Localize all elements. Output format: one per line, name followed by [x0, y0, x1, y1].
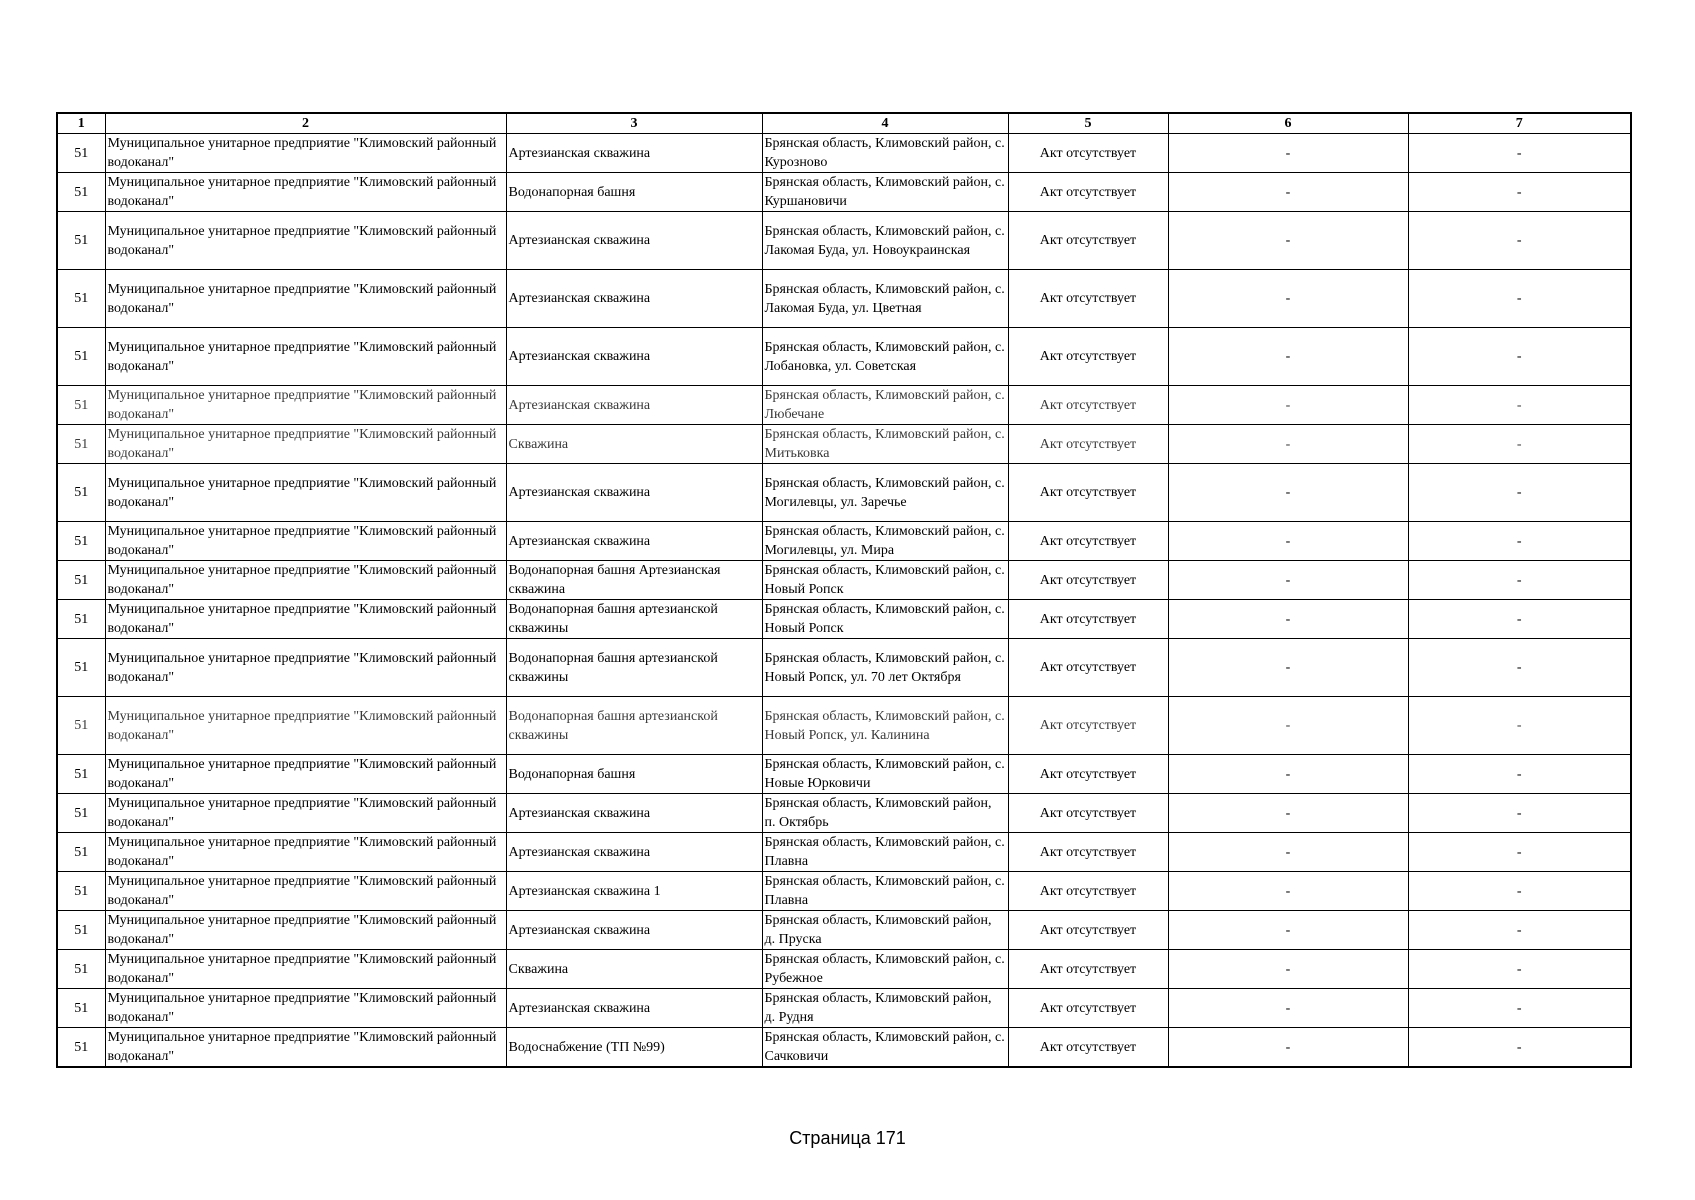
row-number: 51: [57, 697, 105, 755]
column-6-cell: -: [1168, 212, 1408, 270]
organization-cell: Муниципальное унитарное предприятие "Климовский районный водоканал": [105, 950, 506, 989]
column-6-cell: -: [1168, 833, 1408, 872]
table-row: [57, 464, 1631, 522]
column-6-cell: -: [1168, 425, 1408, 464]
row-number: 51: [57, 950, 105, 989]
address-cell: Брянская область, Климовский район, с. Плавна: [762, 833, 1008, 872]
row-number: 51: [57, 1028, 105, 1068]
object-cell: Артезианская скважина: [506, 134, 762, 173]
organization-cell: Муниципальное унитарное предприятие "Климовский районный водоканал": [105, 697, 506, 755]
address-cell: Брянская область, Климовский район, с. Митьковка: [762, 425, 1008, 464]
row-number: 51: [57, 134, 105, 173]
object-cell: Водоснабжение (ТП №99): [506, 1028, 762, 1068]
act-cell: Акт отсутствует: [1008, 639, 1168, 697]
act-cell: Акт отсутствует: [1008, 386, 1168, 425]
act-cell: Акт отсутствует: [1008, 522, 1168, 561]
table-row: [57, 386, 1631, 425]
table-row: [57, 425, 1631, 464]
act-cell: Акт отсутствует: [1008, 872, 1168, 911]
address-cell: Брянская область, Климовский район, д. Рудня: [762, 989, 1008, 1028]
object-cell: Водонапорная башня артезианской скважины: [506, 697, 762, 755]
column-7-cell: -: [1408, 212, 1631, 270]
column-6-cell: -: [1168, 697, 1408, 755]
act-cell: Акт отсутствует: [1008, 833, 1168, 872]
column-6-cell: -: [1168, 794, 1408, 833]
column-6-cell: -: [1168, 134, 1408, 173]
row-number: 51: [57, 794, 105, 833]
column-header: 5: [1008, 113, 1168, 134]
column-7-cell: -: [1408, 464, 1631, 522]
organization-cell: Муниципальное унитарное предприятие "Климовский районный водоканал": [105, 270, 506, 328]
column-header: 7: [1408, 113, 1631, 134]
column-6-cell: -: [1168, 561, 1408, 600]
object-cell: Скважина: [506, 950, 762, 989]
row-number: 51: [57, 522, 105, 561]
table-row: [57, 833, 1631, 872]
object-cell: Артезианская скважина: [506, 794, 762, 833]
organization-cell: Муниципальное унитарное предприятие "Климовский районный водоканал": [105, 134, 506, 173]
column-7-cell: -: [1408, 328, 1631, 386]
column-header: 4: [762, 113, 1008, 134]
organization-cell: Муниципальное унитарное предприятие "Климовский районный водоканал": [105, 755, 506, 794]
organization-cell: Муниципальное унитарное предприятие "Климовский районный водоканал": [105, 989, 506, 1028]
row-number: 51: [57, 755, 105, 794]
organization-cell: Муниципальное унитарное предприятие "Климовский районный водоканал": [105, 833, 506, 872]
address-cell: Брянская область, Климовский район, с. Лобановка, ул. Советская: [762, 328, 1008, 386]
column-header: 6: [1168, 113, 1408, 134]
table-row: [57, 134, 1631, 173]
registry-table: [56, 112, 1632, 1068]
organization-cell: Муниципальное унитарное предприятие "Климовский районный водоканал": [105, 386, 506, 425]
address-cell: Брянская область, Климовский район, с. Могилевцы, ул. Мира: [762, 522, 1008, 561]
object-cell: Артезианская скважина: [506, 328, 762, 386]
column-6-cell: -: [1168, 872, 1408, 911]
column-7-cell: -: [1408, 872, 1631, 911]
column-6-cell: -: [1168, 639, 1408, 697]
column-6-cell: -: [1168, 755, 1408, 794]
column-6-cell: -: [1168, 600, 1408, 639]
column-7-cell: -: [1408, 600, 1631, 639]
organization-cell: Муниципальное унитарное предприятие "Климовский районный водоканал": [105, 561, 506, 600]
address-cell: Брянская область, Климовский район, с. Новый Ропск, ул. Калинина: [762, 697, 1008, 755]
header-row: [57, 113, 1631, 134]
column-header: 3: [506, 113, 762, 134]
column-7-cell: -: [1408, 425, 1631, 464]
table-row: [57, 328, 1631, 386]
row-number: 51: [57, 386, 105, 425]
object-cell: Водонапорная башня Артезианская скважина: [506, 561, 762, 600]
act-cell: Акт отсутствует: [1008, 561, 1168, 600]
column-6-cell: -: [1168, 328, 1408, 386]
column-6-cell: -: [1168, 989, 1408, 1028]
organization-cell: Муниципальное унитарное предприятие "Климовский районный водоканал": [105, 639, 506, 697]
column-7-cell: -: [1408, 173, 1631, 212]
column-7-cell: -: [1408, 270, 1631, 328]
act-cell: Акт отсутствует: [1008, 425, 1168, 464]
column-6-cell: -: [1168, 386, 1408, 425]
act-cell: Акт отсутствует: [1008, 600, 1168, 639]
object-cell: Артезианская скважина: [506, 464, 762, 522]
act-cell: Акт отсутствует: [1008, 989, 1168, 1028]
row-number: 51: [57, 425, 105, 464]
address-cell: Брянская область, Климовский район, с. Лакомая Буда, ул. Цветная: [762, 270, 1008, 328]
organization-cell: Муниципальное унитарное предприятие "Климовский районный водоканал": [105, 425, 506, 464]
column-7-cell: -: [1408, 134, 1631, 173]
act-cell: Акт отсутствует: [1008, 755, 1168, 794]
column-7-cell: -: [1408, 561, 1631, 600]
object-cell: Артезианская скважина 1: [506, 872, 762, 911]
address-cell: Брянская область, Климовский район, с. Курозново: [762, 134, 1008, 173]
row-number: 51: [57, 872, 105, 911]
table-row: [57, 639, 1631, 697]
row-number: 51: [57, 270, 105, 328]
column-7-cell: -: [1408, 950, 1631, 989]
object-cell: Артезианская скважина: [506, 270, 762, 328]
row-number: 51: [57, 911, 105, 950]
column-6-cell: -: [1168, 464, 1408, 522]
table-row: [57, 989, 1631, 1028]
column-6-cell: -: [1168, 270, 1408, 328]
address-cell: Брянская область, Климовский район, с. Лакомая Буда, ул. Новоукраинская: [762, 212, 1008, 270]
table-row: [57, 872, 1631, 911]
organization-cell: Муниципальное унитарное предприятие "Климовский районный водоканал": [105, 522, 506, 561]
column-7-cell: -: [1408, 755, 1631, 794]
object-cell: Скважина: [506, 425, 762, 464]
act-cell: Акт отсутствует: [1008, 328, 1168, 386]
table-row: [57, 270, 1631, 328]
act-cell: Акт отсутствует: [1008, 173, 1168, 212]
column-7-cell: -: [1408, 794, 1631, 833]
act-cell: Акт отсутствует: [1008, 697, 1168, 755]
column-6-cell: -: [1168, 911, 1408, 950]
table-row: [57, 522, 1631, 561]
organization-cell: Муниципальное унитарное предприятие "Климовский районный водоканал": [105, 328, 506, 386]
row-number: 51: [57, 989, 105, 1028]
act-cell: Акт отсутствует: [1008, 911, 1168, 950]
column-6-cell: -: [1168, 173, 1408, 212]
table-row: [57, 697, 1631, 755]
address-cell: Брянская область, Климовский район, с. Могилевцы, ул. Заречье: [762, 464, 1008, 522]
organization-cell: Муниципальное унитарное предприятие "Климовский районный водоканал": [105, 600, 506, 639]
organization-cell: Муниципальное унитарное предприятие "Климовский районный водоканал": [105, 911, 506, 950]
row-number: 51: [57, 173, 105, 212]
act-cell: Акт отсутствует: [1008, 212, 1168, 270]
act-cell: Акт отсутствует: [1008, 794, 1168, 833]
column-7-cell: -: [1408, 1028, 1631, 1068]
column-6-cell: -: [1168, 1028, 1408, 1068]
column-6-cell: -: [1168, 522, 1408, 561]
column-7-cell: -: [1408, 386, 1631, 425]
act-cell: Акт отсутствует: [1008, 134, 1168, 173]
object-cell: Артезианская скважина: [506, 212, 762, 270]
table-row: [57, 911, 1631, 950]
column-6-cell: -: [1168, 950, 1408, 989]
column-header: 1: [57, 113, 105, 134]
organization-cell: Муниципальное унитарное предприятие "Климовский районный водоканал": [105, 173, 506, 212]
column-header: 2: [105, 113, 506, 134]
address-cell: Брянская область, Климовский район, с. Новый Ропск: [762, 600, 1008, 639]
organization-cell: Муниципальное унитарное предприятие "Климовский районный водоканал": [105, 872, 506, 911]
table-row: [57, 212, 1631, 270]
address-cell: Брянская область, Климовский район, с. Куршановичи: [762, 173, 1008, 212]
table-row: [57, 173, 1631, 212]
object-cell: Артезианская скважина: [506, 833, 762, 872]
object-cell: Артезианская скважина: [506, 522, 762, 561]
object-cell: Артезианская скважина: [506, 911, 762, 950]
address-cell: Брянская область, Климовский район, с. Любечане: [762, 386, 1008, 425]
column-7-cell: -: [1408, 833, 1631, 872]
act-cell: Акт отсутствует: [1008, 950, 1168, 989]
table-row: [57, 755, 1631, 794]
address-cell: Брянская область, Климовский район, д. Пруска: [762, 911, 1008, 950]
row-number: 51: [57, 600, 105, 639]
object-cell: Артезианская скважина: [506, 989, 762, 1028]
table-row: [57, 794, 1631, 833]
row-number: 51: [57, 328, 105, 386]
row-number: 51: [57, 639, 105, 697]
column-7-cell: -: [1408, 989, 1631, 1028]
object-cell: Водонапорная башня артезианской скважины: [506, 639, 762, 697]
address-cell: Брянская область, Климовский район, с. Новые Юрковичи: [762, 755, 1008, 794]
organization-cell: Муниципальное унитарное предприятие "Климовский районный водоканал": [105, 212, 506, 270]
act-cell: Акт отсутствует: [1008, 270, 1168, 328]
page-number: Страница 171: [789, 1128, 906, 1148]
act-cell: Акт отсутствует: [1008, 1028, 1168, 1068]
address-cell: Брянская область, Климовский район, с. Рубежное: [762, 950, 1008, 989]
address-cell: Брянская область, Климовский район, с. Сачковичи: [762, 1028, 1008, 1068]
act-cell: Акт отсутствует: [1008, 464, 1168, 522]
organization-cell: Муниципальное унитарное предприятие "Климовский районный водоканал": [105, 464, 506, 522]
column-7-cell: -: [1408, 697, 1631, 755]
row-number: 51: [57, 464, 105, 522]
organization-cell: Муниципальное унитарное предприятие "Климовский районный водоканал": [105, 1028, 506, 1068]
table-row: [57, 1028, 1631, 1068]
table-row: [57, 600, 1631, 639]
organization-cell: Муниципальное унитарное предприятие "Климовский районный водоканал": [105, 794, 506, 833]
column-7-cell: -: [1408, 522, 1631, 561]
row-number: 51: [57, 561, 105, 600]
object-cell: Водонапорная башня: [506, 755, 762, 794]
column-7-cell: -: [1408, 911, 1631, 950]
row-number: 51: [57, 212, 105, 270]
object-cell: Артезианская скважина: [506, 386, 762, 425]
address-cell: Брянская область, Климовский район, с. Новый Ропск, ул. 70 лет Октября: [762, 639, 1008, 697]
address-cell: Брянская область, Климовский район, п. Октябрь: [762, 794, 1008, 833]
address-cell: Брянская область, Климовский район, с. Новый Ропск: [762, 561, 1008, 600]
registry-sheet: [56, 112, 1630, 1068]
object-cell: Водонапорная башня: [506, 173, 762, 212]
table-row: [57, 950, 1631, 989]
row-number: 51: [57, 833, 105, 872]
column-7-cell: -: [1408, 639, 1631, 697]
address-cell: Брянская область, Климовский район, с. Плавна: [762, 872, 1008, 911]
object-cell: Водонапорная башня артезианской скважины: [506, 600, 762, 639]
table-row: [57, 561, 1631, 600]
